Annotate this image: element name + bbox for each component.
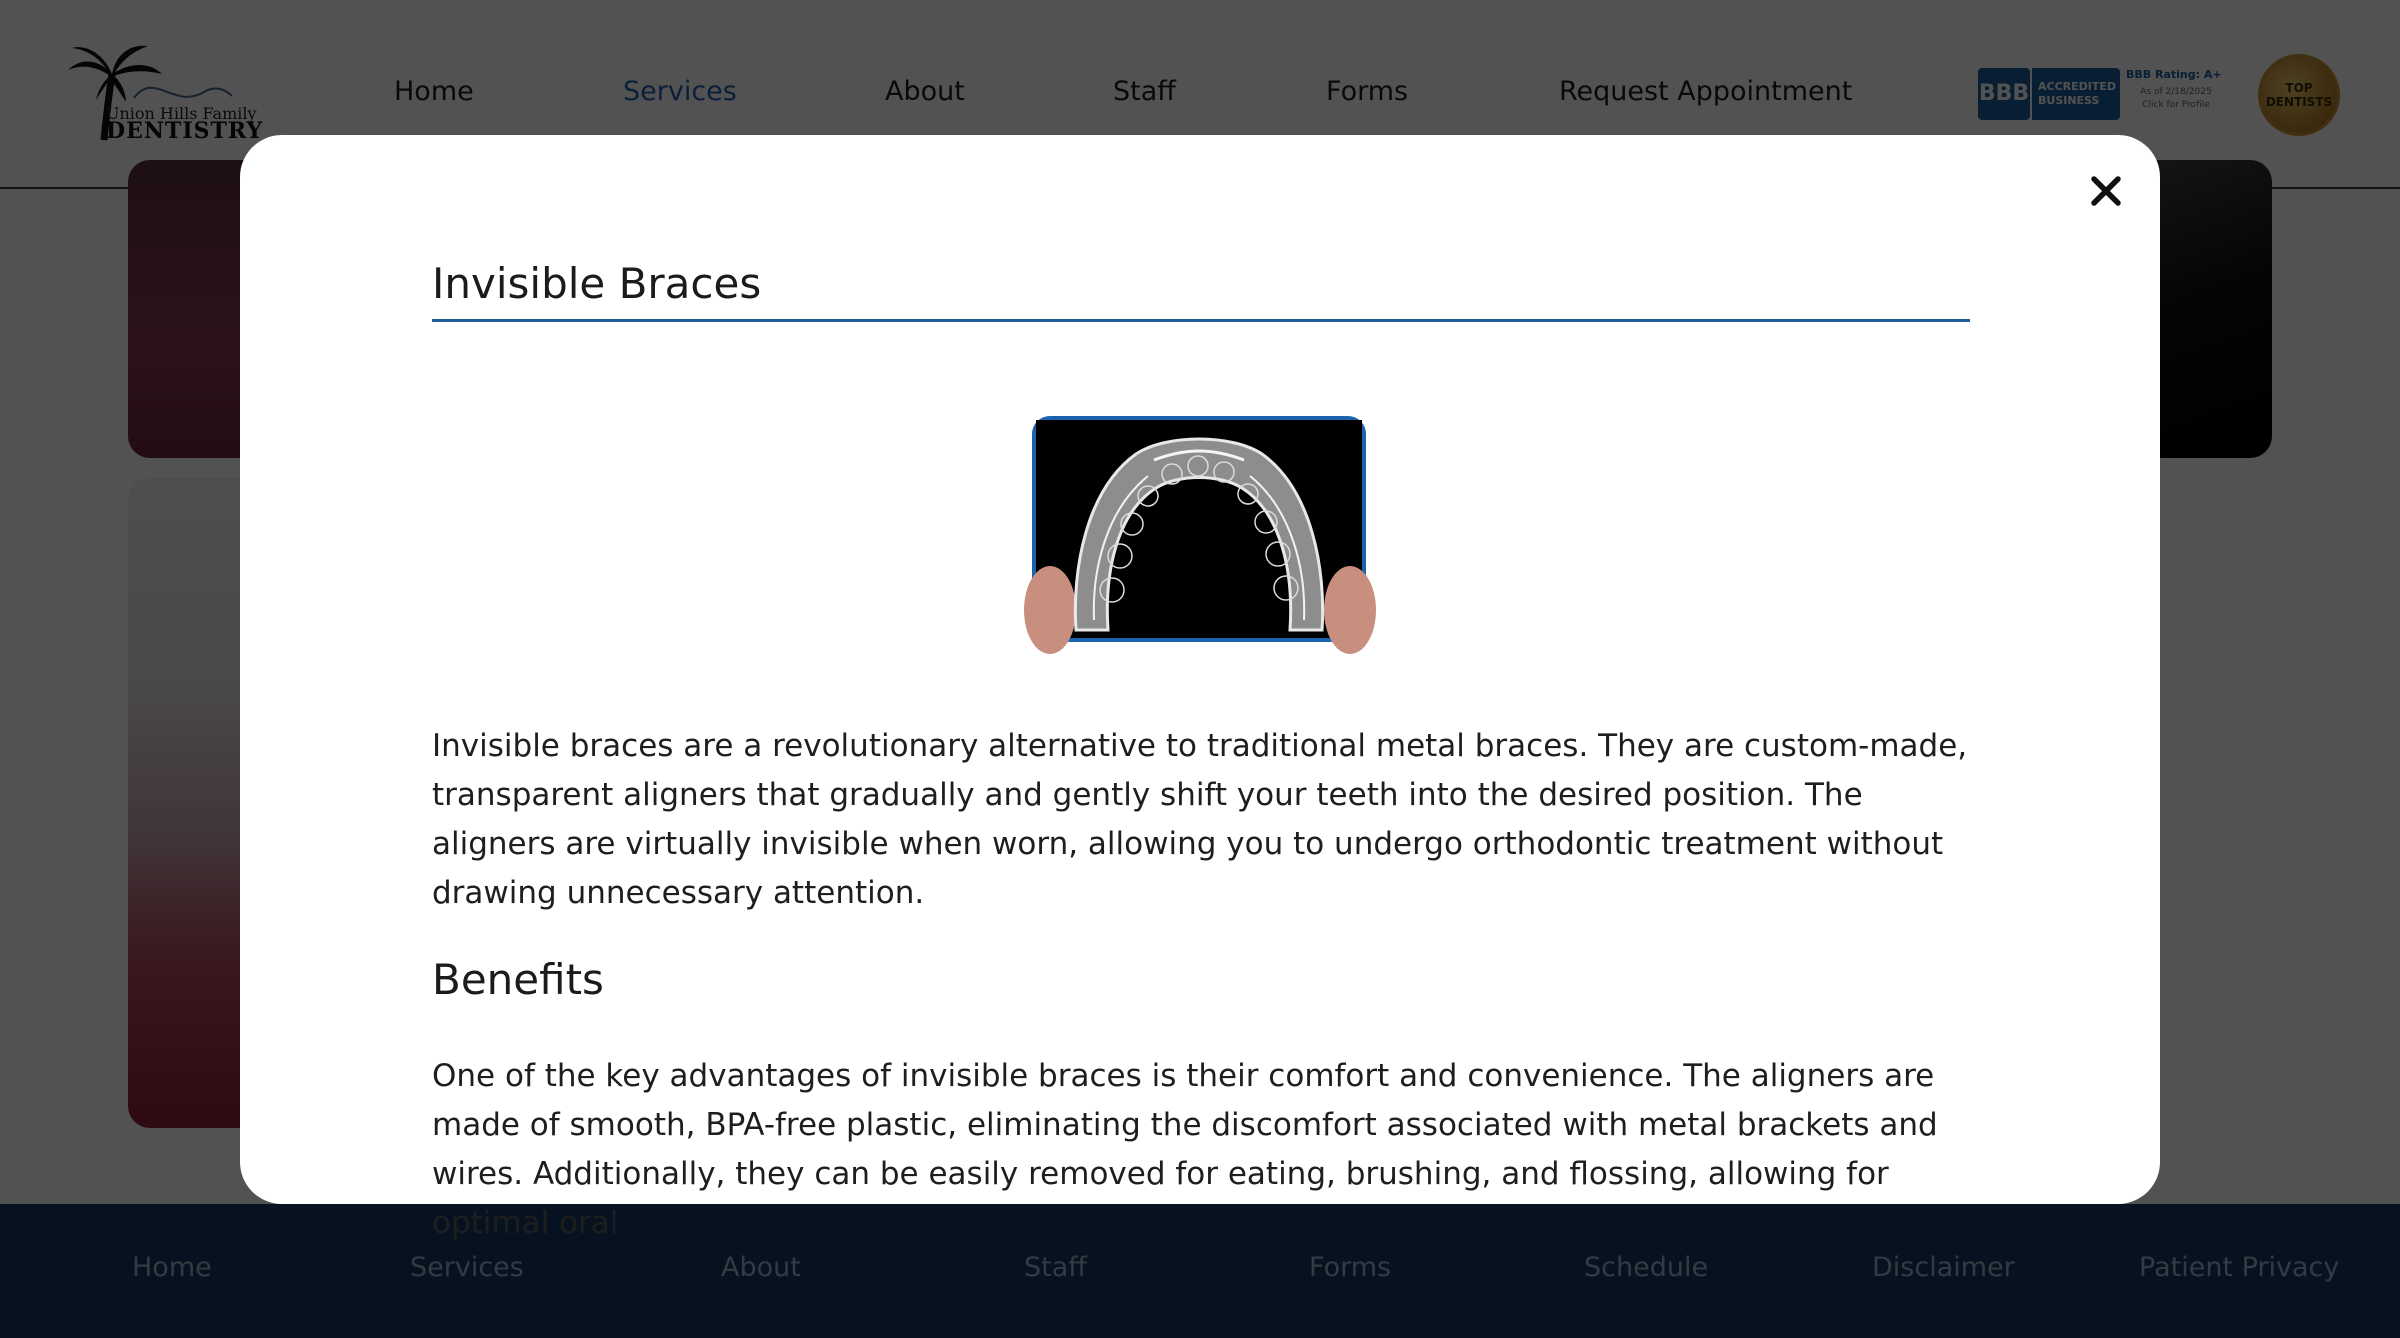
benefits-heading: Benefits (432, 955, 604, 1004)
clear-aligner-image (1032, 416, 1366, 642)
intro-paragraph: Invisible braces are a revolutionary alternative to traditional metal braces. They are custom-made, transparent aligners that gradually and gently shift your teeth into the desired position. The aligners are virtually invisible when worn, allowing you to undergo orthodontic treatment without drawing unnecessary attention. (432, 728, 1968, 911)
title-divider (432, 319, 1970, 322)
close-icon (2080, 165, 2132, 217)
service-modal (240, 135, 2160, 1241)
close-button[interactable] (2080, 165, 2132, 217)
modal-title: Invisible Braces (432, 259, 762, 308)
benefits-paragraph: One of the key advantages of invisible braces is their comfort and convenience. The aligners are made of smooth, BPA-free plastic, eliminating the discomfort associated with metal brackets and wires. Additionally, they can be easily removed for eating, brushing, and flossing, allowing for optimal oral (432, 1058, 1938, 1241)
aligner-illustration (1036, 420, 1362, 638)
